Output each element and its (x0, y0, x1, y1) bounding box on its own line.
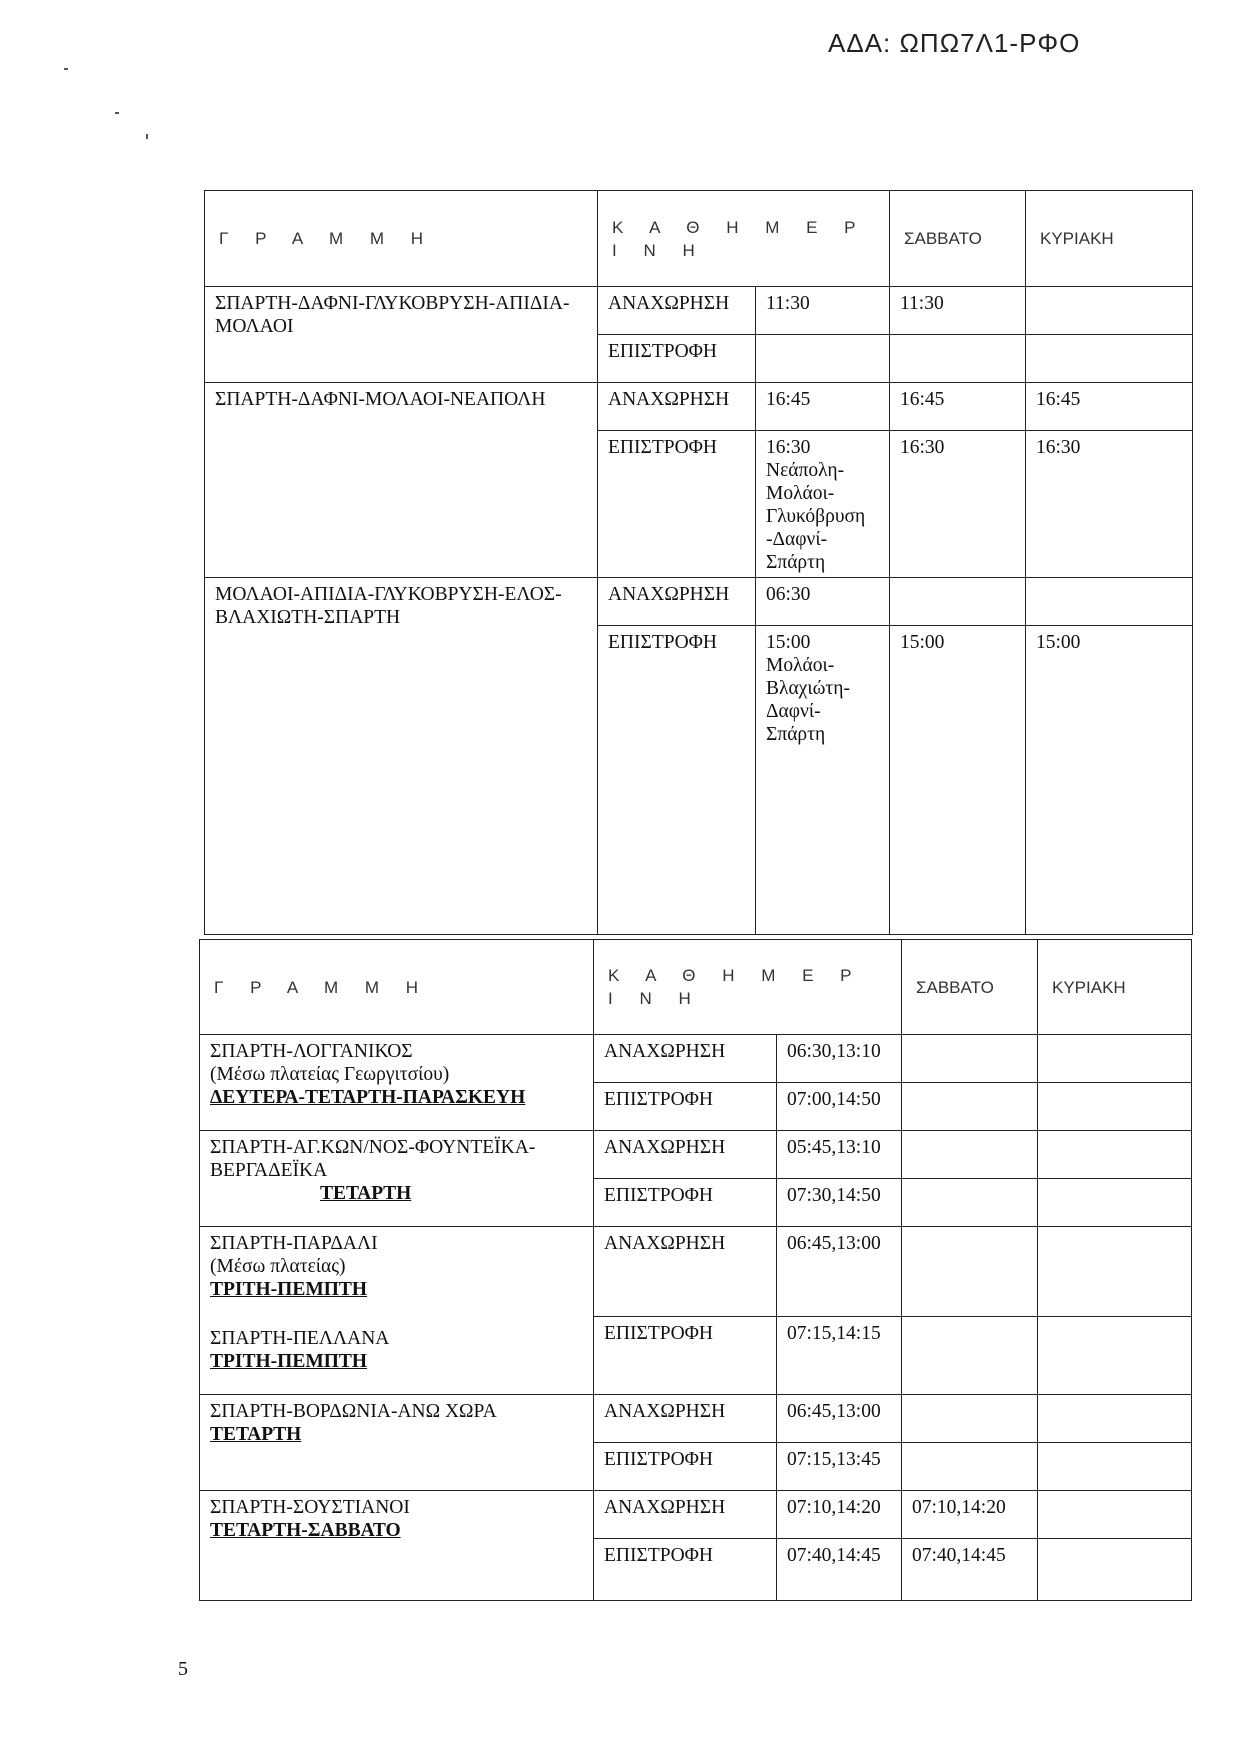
table-row (200, 1131, 1192, 1179)
return-time: 15:00 (766, 632, 811, 653)
departure-saturday (902, 1131, 1038, 1179)
return-via-note: Μολάοι-Βλαχιώτη-Δαφνί-Σπάρτη (766, 655, 850, 745)
departure-label: ΑΝΑΧΩΡΗΣΗ (594, 1491, 777, 1539)
return-label: ΕΠΙΣΤΡΟΦΗ (598, 335, 756, 383)
header-saturday: ΣΑΒΒΑΤΟ (902, 940, 1038, 1035)
departure-saturday: 16:45 (890, 383, 1026, 431)
route-name-2: ΣΠΑΡΤΗ-ΠΕΛΛΑΝΑ (210, 1328, 390, 1349)
departure-label: ΑΝΑΧΩΡΗΣΗ (594, 1131, 777, 1179)
return-daily: 07:15,14:15 (777, 1317, 902, 1395)
route-name: ΣΠΑΡΤΗ-ΣΟΥΣΤΙΑΝΟΙ (210, 1497, 410, 1518)
departure-saturday: 07:10,14:20 (902, 1491, 1038, 1539)
return-label: ΕΠΙΣΤΡΟΦΗ (598, 626, 756, 935)
table-row (205, 578, 1193, 626)
return-sunday (1038, 1317, 1192, 1395)
departure-label: ΑΝΑΧΩΡΗΣΗ (598, 287, 756, 335)
departure-label: ΑΝΑΧΩΡΗΣΗ (598, 383, 756, 431)
departure-label: ΑΝΑΧΩΡΗΣΗ (594, 1035, 777, 1083)
departure-sunday (1026, 578, 1193, 626)
scan-speck (115, 112, 119, 114)
departure-saturday (902, 1035, 1038, 1083)
route-cell (200, 1491, 594, 1601)
return-daily: 07:30,14:50 (777, 1179, 902, 1227)
table-header-row (205, 191, 1193, 287)
document-id: ΑΔΑ: ΩΠΩ7Λ1-ΡΦΟ (828, 28, 1081, 58)
table-row (205, 383, 1193, 431)
return-label: ΕΠΙΣΤΡΟΦΗ (594, 1539, 777, 1601)
return-sunday: 15:00 (1026, 626, 1193, 935)
departure-daily: 06:30 (756, 578, 890, 626)
header-daily: Κ Α Θ Η Μ Ε Ρ Ι Ν Η (598, 191, 890, 287)
departure-sunday (1026, 287, 1193, 335)
return-saturday: 15:00 (890, 626, 1026, 935)
departure-saturday (890, 578, 1026, 626)
return-daily: 07:00,14:50 (777, 1083, 902, 1131)
route-name: ΣΠΑΡΤΗ-ΑΓ.ΚΩΝ/ΝΟΣ-ΦΟΥΝΤΕΪΚΑ-ΒΕΡΓΑΔΕΪΚΑ (210, 1137, 536, 1181)
table-row (200, 1035, 1192, 1083)
header-saturday: ΣΑΒΒΑΤΟ (890, 191, 1026, 287)
departure-sunday: 16:45 (1026, 383, 1193, 431)
departure-daily: 06:30,13:10 (777, 1035, 902, 1083)
departure-sunday (1038, 1131, 1192, 1179)
route-note: (Μέσω πλατείας) (210, 1256, 346, 1277)
header-daily: Κ Α Θ Η Μ Ε Ρ Ι Ν Η (594, 940, 902, 1035)
return-sunday (1038, 1539, 1192, 1601)
route-days: ΤΕΤΑΡΤΗ (210, 1424, 302, 1445)
return-saturday (902, 1179, 1038, 1227)
route-days-2: ΤΡΙΤΗ-ΠΕΜΠΤΗ (210, 1351, 368, 1372)
table-row (200, 1227, 1192, 1317)
return-daily (756, 431, 890, 578)
header-sunday: ΚΥΡΙΑΚΗ (1038, 940, 1192, 1035)
return-daily (756, 626, 890, 935)
scan-speck (64, 68, 68, 70)
return-label: ΕΠΙΣΤΡΟΦΗ (598, 431, 756, 578)
departure-sunday (1038, 1035, 1192, 1083)
route-cell (200, 1035, 594, 1131)
return-sunday: 16:30 (1026, 431, 1193, 578)
route-name: ΣΠΑΡΤΗ-ΠΑΡΔΑΛΙ (210, 1233, 378, 1254)
departure-daily: 16:45 (756, 383, 890, 431)
return-saturday (902, 1443, 1038, 1491)
return-sunday (1038, 1443, 1192, 1491)
route-days: ΤΕΤΑΡΤΗ (320, 1183, 412, 1204)
return-saturday: 16:30 (890, 431, 1026, 578)
route-cell (200, 1227, 594, 1395)
departure-label: ΑΝΑΧΩΡΗΣΗ (598, 578, 756, 626)
return-label: ΕΠΙΣΤΡΟΦΗ (594, 1317, 777, 1395)
schedule-table-2 (199, 939, 1192, 1601)
departure-daily: 07:10,14:20 (777, 1491, 902, 1539)
route-name: ΜΟΛΑΟΙ-ΑΠΙΔΙΑ-ΓΛΥΚΟΒΡΥΣΗ-ΕΛΟΣ-ΒΛΑΧΙΩΤΗ-ΣΠΑΡΤΗ (205, 578, 598, 935)
departure-daily: 11:30 (756, 287, 890, 335)
departure-label: ΑΝΑΧΩΡΗΣΗ (594, 1227, 777, 1317)
return-sunday (1038, 1179, 1192, 1227)
return-saturday: 07:40,14:45 (902, 1539, 1038, 1601)
return-sunday (1026, 335, 1193, 383)
route-name: ΣΠΑΡΤΗ-ΔΑΦΝΙ-ΜΟΛΑΟΙ-ΝΕΑΠΟΛΗ (205, 383, 598, 578)
return-saturday (902, 1083, 1038, 1131)
return-label: ΕΠΙΣΤΡΟΦΗ (594, 1443, 777, 1491)
table-header-row (200, 940, 1192, 1035)
return-label: ΕΠΙΣΤΡΟΦΗ (594, 1179, 777, 1227)
departure-saturday (902, 1395, 1038, 1443)
route-cell (200, 1395, 594, 1491)
scan-speck (146, 134, 148, 139)
departure-saturday: 11:30 (890, 287, 1026, 335)
route-note: (Μέσω πλατείας Γεωργιτσίου) (210, 1064, 450, 1085)
return-daily: 07:40,14:45 (777, 1539, 902, 1601)
departure-saturday (902, 1227, 1038, 1317)
route-days: ΔΕΥΤΕΡΑ-ΤΕΤΑΡΤΗ-ΠΑΡΑΣΚΕΥΗ (210, 1087, 526, 1108)
route-days: ΤΕΤΑΡΤΗ-ΣΑΒΒΑΤΟ (210, 1520, 401, 1541)
route-days: ΤΡΙΤΗ-ΠΕΜΠΤΗ (210, 1279, 368, 1300)
route-name: ΣΠΑΡΤΗ-ΒΟΡΔΩΝΙΑ-ΑΝΩ ΧΩΡΑ (210, 1401, 497, 1422)
departure-label: ΑΝΑΧΩΡΗΣΗ (594, 1395, 777, 1443)
page-number: 5 (178, 1658, 188, 1680)
return-time: 16:30 (766, 437, 811, 458)
table-row (200, 1491, 1192, 1539)
return-daily: 07:15,13:45 (777, 1443, 902, 1491)
header-line: Γ Ρ Α Μ Μ Η (205, 191, 598, 287)
route-name: ΣΠΑΡΤΗ-ΛΟΓΓΑΝΙΚΟΣ (210, 1041, 413, 1062)
schedule-table-1 (204, 190, 1193, 935)
departure-sunday (1038, 1491, 1192, 1539)
route-name: ΣΠΑΡΤΗ-ΔΑΦΝΙ-ΓΛΥΚΟΒΡΥΣΗ-ΑΠΙΔΙΑ-ΜΟΛΑΟΙ (205, 287, 598, 383)
departure-daily: 05:45,13:10 (777, 1131, 902, 1179)
return-sunday (1038, 1083, 1192, 1131)
return-saturday (902, 1317, 1038, 1395)
header-sunday: ΚΥΡΙΑΚΗ (1026, 191, 1193, 287)
table-row (200, 1395, 1192, 1443)
table-row (205, 287, 1193, 335)
departure-daily: 06:45,13:00 (777, 1227, 902, 1317)
departure-sunday (1038, 1227, 1192, 1317)
return-daily (756, 335, 890, 383)
return-via-note: Νεάπολη-Μολάοι-Γλυκόβρυση -Δαφνί-Σπάρτη (766, 460, 866, 573)
departure-daily: 06:45,13:00 (777, 1395, 902, 1443)
route-cell (200, 1131, 594, 1227)
header-line: Γ Ρ Α Μ Μ Η (200, 940, 594, 1035)
return-label: ΕΠΙΣΤΡΟΦΗ (594, 1083, 777, 1131)
departure-sunday (1038, 1395, 1192, 1443)
return-saturday (890, 335, 1026, 383)
